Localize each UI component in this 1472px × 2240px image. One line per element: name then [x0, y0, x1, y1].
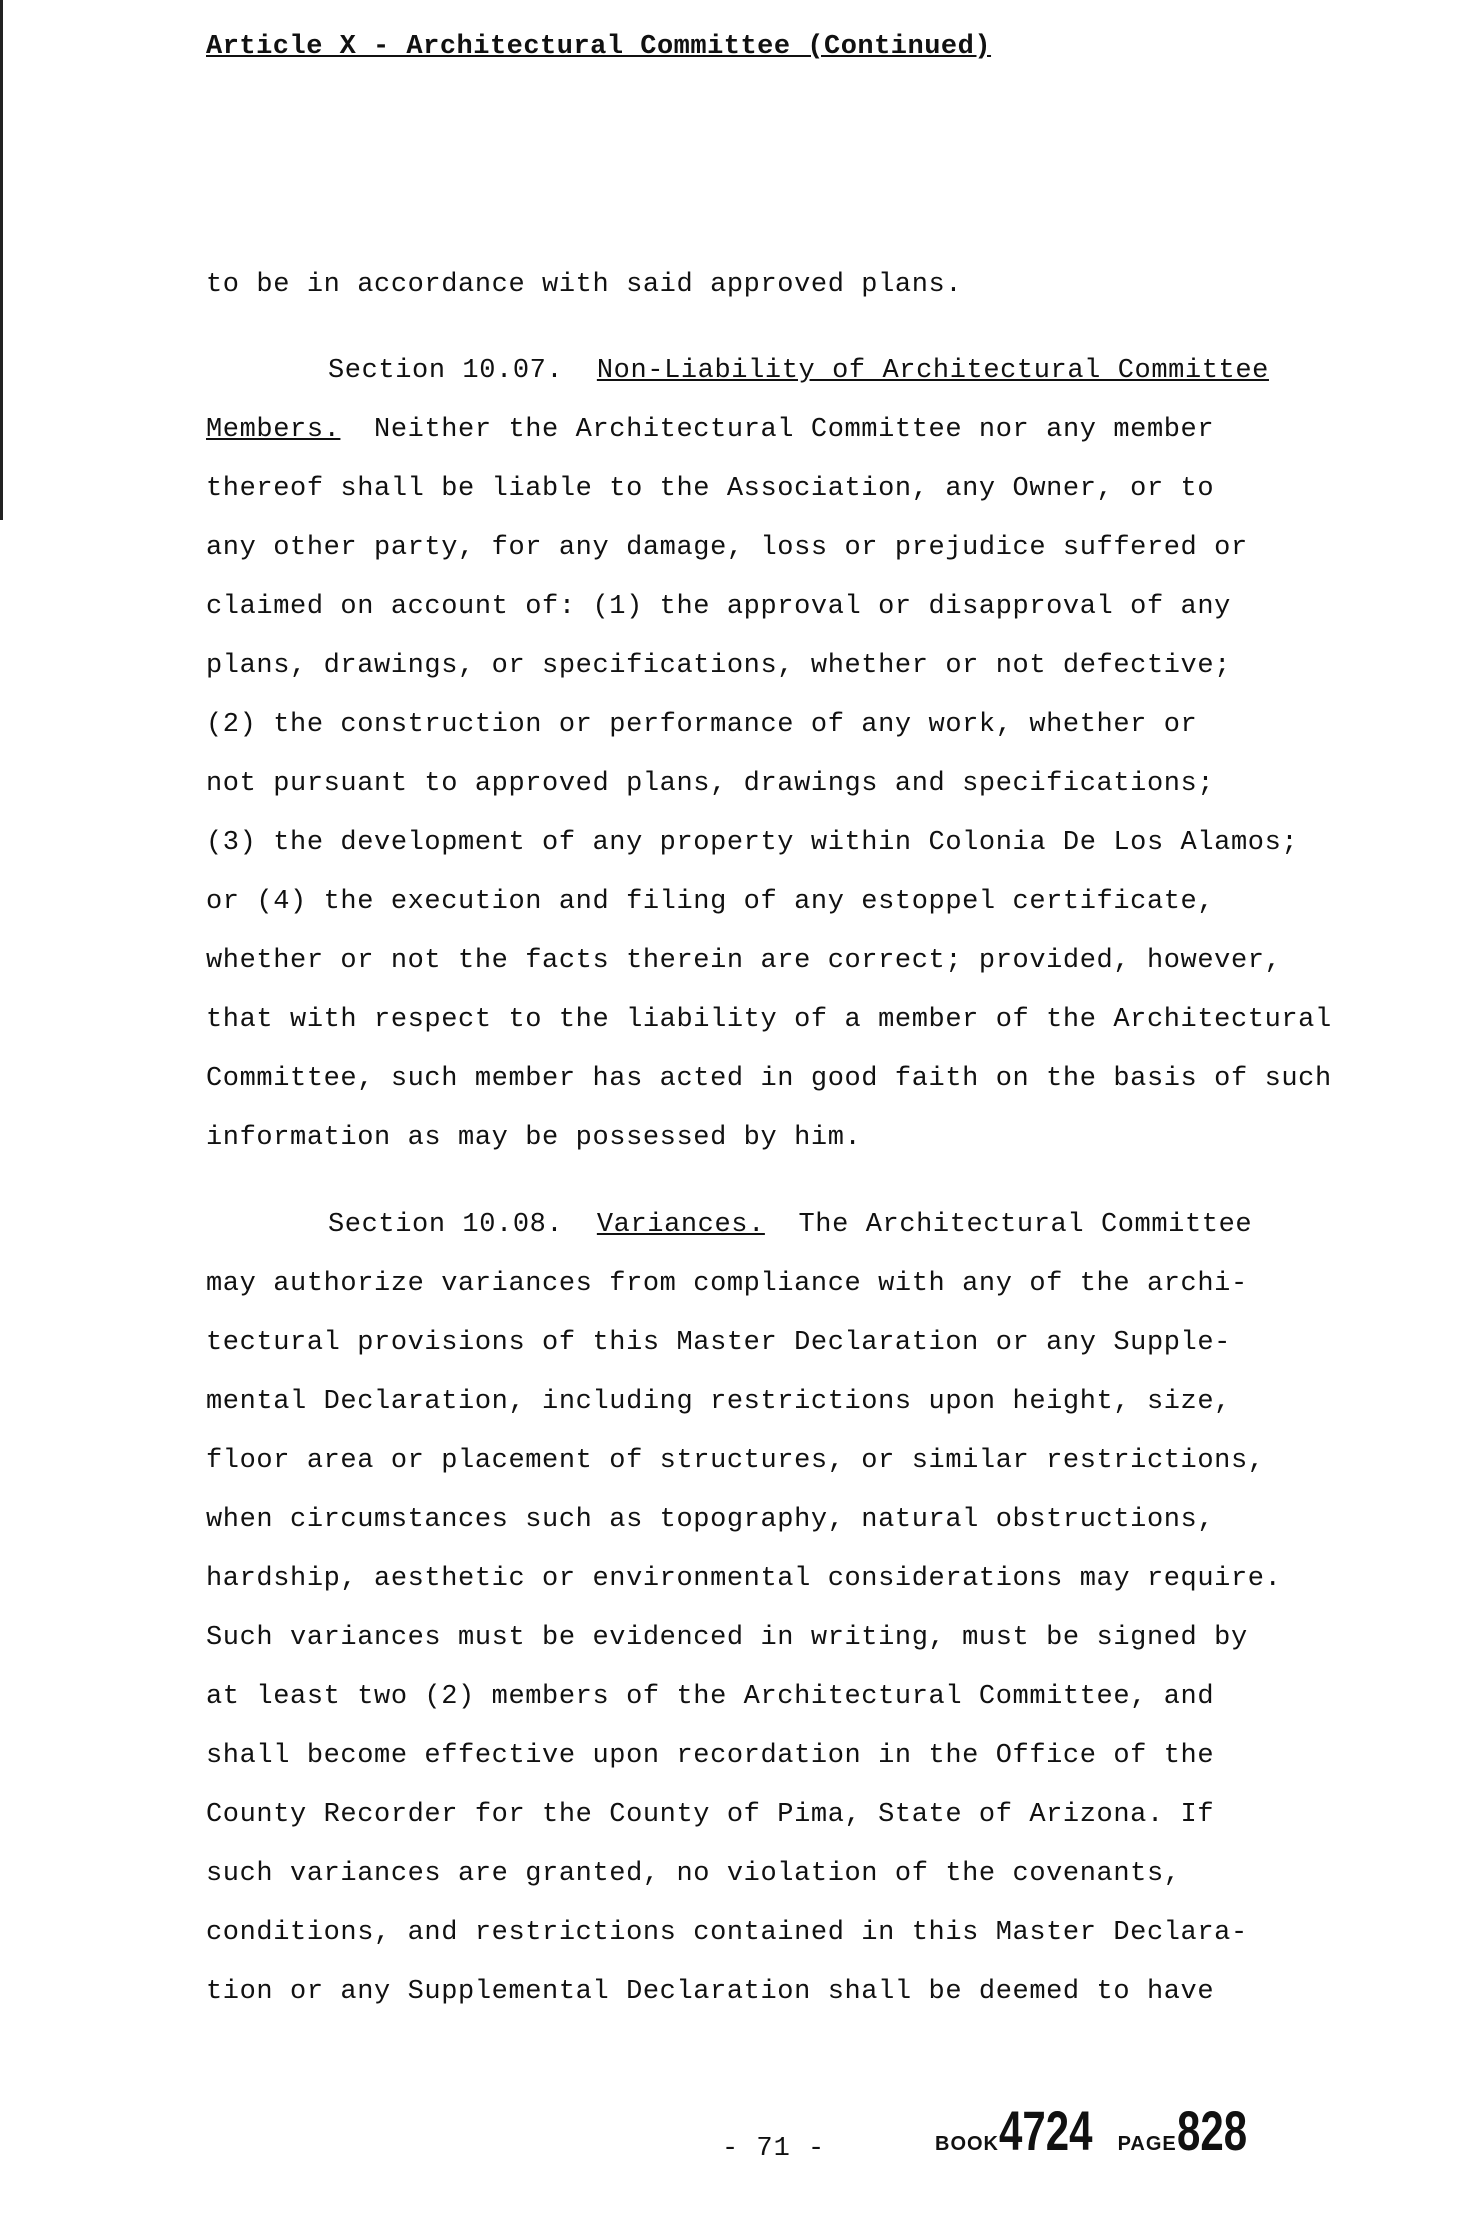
page-number: - 71 -	[722, 2134, 826, 2164]
section-title: Non-Liability of Architectural Committee	[596, 356, 1269, 386]
book-number: 4724	[999, 2099, 1093, 2162]
paragraph-line: not pursuant to approved plans, drawings and specifications;	[206, 769, 1215, 799]
paragraph-line: shall become effective upon recordation in the Office of the	[206, 1741, 1215, 1771]
recording-stamp	[935, 2098, 1250, 2163]
section-title: Variances.	[596, 1210, 765, 1240]
paragraph-line: hardship, aesthetic or environmental considerations may require.	[206, 1564, 1282, 1594]
paragraph-line: plans, drawings, or specifications, whether or not defective;	[206, 651, 1231, 681]
section-label: Section 10.08.	[328, 1210, 564, 1240]
paragraph-line: County Recorder for the County of Pima, State of Arizona. If	[206, 1800, 1215, 1830]
paragraph-line: Such variances must be evidenced in writing, must be signed by	[206, 1623, 1248, 1653]
paragraph-line: or (4) the execution and filing of any estoppel certificate,	[206, 887, 1215, 917]
section-label: Section 10.07.	[328, 356, 564, 386]
page-ref: 828	[1176, 2099, 1247, 2162]
paragraph-line: such variances are granted, no violation of the covenants,	[206, 1859, 1181, 1889]
section-10-07-line	[206, 415, 1214, 445]
article-header: Article X - Architectural Committee (Continued)	[206, 32, 992, 62]
paragraph-line: claimed on account of: (1) the approval or disapproval of any	[206, 592, 1231, 622]
paragraph-line: floor area or placement of structures, or similar restrictions,	[206, 1446, 1265, 1476]
paragraph-line: any other party, for any damage, loss or prejudice suffered or	[206, 533, 1248, 563]
scan-edge-mark	[0, 0, 3, 520]
paragraph-line: Committee, such member has acted in good faith on the basis of such	[206, 1064, 1332, 1094]
paragraph-line: conditions, and restrictions contained in this Master Declara-	[206, 1918, 1248, 1948]
paragraph-line: may authorize variances from compliance with any of the archi-	[206, 1269, 1248, 1299]
section-10-07-heading-line	[328, 356, 1269, 386]
paragraph-line: when circumstances such as topography, natural obstructions,	[206, 1505, 1215, 1535]
section-10-08-heading-line	[328, 1210, 1252, 1240]
paragraph-line: tectural provisions of this Master Declaration or any Supple-	[206, 1328, 1231, 1358]
paragraph-line: at least two (2) members of the Architectural Committee, and	[206, 1682, 1215, 1712]
paragraph-line: that with respect to the liability of a member of the Architectural	[206, 1005, 1332, 1035]
paragraph-line: thereof shall be liable to the Association, any Owner, or to	[206, 474, 1215, 504]
paragraph-line: to be in accordance with said approved plans.	[206, 270, 963, 300]
section-text: The Architectural Committee	[798, 1210, 1253, 1240]
paragraph-line: whether or not the facts therein are correct; provided, however,	[206, 946, 1282, 976]
book-label: BOOK	[935, 2133, 999, 2155]
paragraph-line: (3) the development of any property within Colonia De Los Alamos;	[206, 828, 1299, 858]
page-label: PAGE	[1117, 2133, 1177, 2155]
paragraph-line: mental Declaration, including restrictions upon height, size,	[206, 1387, 1231, 1417]
paragraph-line: information as may be possessed by him.	[206, 1123, 862, 1153]
paragraph-line: tion or any Supplemental Declaration shall be deemed to have	[206, 1977, 1215, 2007]
paragraph-line: (2) the construction or performance of any work, whether or	[206, 710, 1198, 740]
section-title-continued: Members.	[206, 415, 341, 445]
section-text: Neither the Architectural Committee nor any member	[374, 415, 1215, 445]
